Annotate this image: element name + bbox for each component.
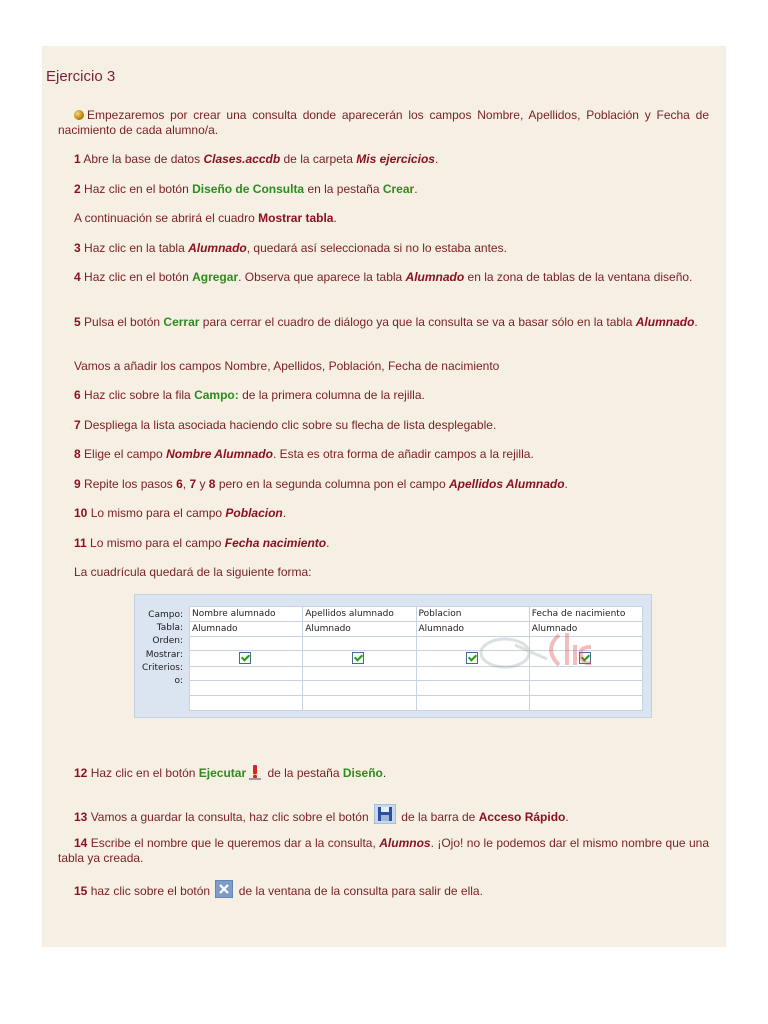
step-14: 14 Escribe el nombre que le queremos dar a la consulta, Alumnos. ¡Ojo! no le podemos dar el mismo nombre que una tabla ya creada. [58, 836, 709, 865]
grid-row-label: Tabla: [156, 623, 183, 634]
grid-row-label: Orden: [152, 636, 183, 647]
step-9: 9 Repite los pasos 6, 7 y 8 pero en la segunda columna pon el campo Apellidos Alumnado. [74, 477, 568, 491]
grid-cell-campo: Fecha de nacimiento [529, 607, 642, 622]
step-1: 1 Abre la base de datos Clases.accdb de la carpeta Mis ejercicios. [74, 152, 439, 166]
step-15: 15 haz clic sobre el botón de la ventana de la consulta para salir de ella. [58, 880, 709, 899]
grid-cell-tabla: Alumnado [303, 621, 416, 636]
grid-row-label: Campo: [148, 610, 183, 620]
step-11: 11 Lo mismo para el campo Fecha nacimiento. [74, 536, 330, 550]
step-13: 13 Vamos a guardar la consulta, haz clic sobre el botón de la barra de Acceso Rápido. [58, 804, 709, 825]
bullet-icon [74, 110, 84, 120]
exercise-panel [42, 46, 726, 947]
step-7: 7 Despliega la lista asociada haciendo clic sobre su flecha de lista desplegable. [74, 418, 497, 432]
checkbox-checked-icon [239, 652, 251, 664]
close-x-icon [215, 880, 233, 898]
grid-row-label: o: [174, 675, 183, 686]
step-2-note: A continuación se abrirá el cuadro Mostrar tabla. [74, 211, 337, 225]
exercise-title: Ejercicio 3 [46, 68, 116, 85]
grid-row-label: Mostrar: [145, 649, 183, 660]
run-exclamation-icon [248, 764, 262, 780]
intro-paragraph: Empezaremos por crear una consulta donde aparecerán los campos Nombre, Apellidos, Población y Fecha de nacimiento de cada alumno/a. [58, 108, 709, 137]
grid-cell-tabla: Alumnado [416, 621, 529, 636]
step-6: 6 Haz clic sobre la fila Campo: de la primera columna de la rejilla. [74, 388, 425, 402]
grid-cell-campo: Apellidos alumnado [303, 607, 416, 622]
step-5: 5 Pulsa el botón Cerrar para cerrar el cuadro de diálogo ya que la consulta se va a basar sólo en la tabla Alumnado. [74, 315, 698, 329]
step-10: 10 Lo mismo para el campo Poblacion. [74, 506, 287, 520]
step-11-note: La cuadrícula quedará de la siguiente forma: [74, 565, 312, 579]
query-design-grid-image [134, 594, 652, 718]
grid-row-empty [190, 696, 643, 711]
step-2: 2 Haz clic en el botón Diseño de Consulta en la pestaña Crear. [74, 182, 418, 196]
checkbox-checked-icon [352, 652, 364, 664]
step-4: 4 Haz clic en el botón Agregar. Observa que aparece la tabla Alumnado en la zona de tablas de la ventana diseño. [74, 270, 693, 284]
grid-cell-campo: Poblacion [416, 607, 529, 622]
grid-row-labels [137, 609, 183, 688]
step-12: 12 Haz clic en el botón Ejecutar de la pestaña Diseño. [74, 766, 387, 780]
grid-cell-tabla: Alumnado [190, 621, 303, 636]
grid-cell-tabla: Alumnado [529, 621, 642, 636]
aulaclic-watermark-icon [475, 615, 595, 685]
grid-cell-campo: Nombre alumnado [190, 607, 303, 622]
step-3: 3 Haz clic en la tabla Alumnado, quedará así seleccionada si no lo estaba antes. [74, 241, 507, 255]
step-5-note: Vamos a añadir los campos Nombre, Apellidos, Población, Fecha de nacimiento [74, 359, 500, 373]
save-disk-icon [374, 804, 396, 824]
grid-row-label: Criterios: [142, 662, 183, 673]
step-8: 8 Elige el campo Nombre Alumnado. Esta es otra forma de añadir campos a la rejilla. [74, 447, 534, 461]
